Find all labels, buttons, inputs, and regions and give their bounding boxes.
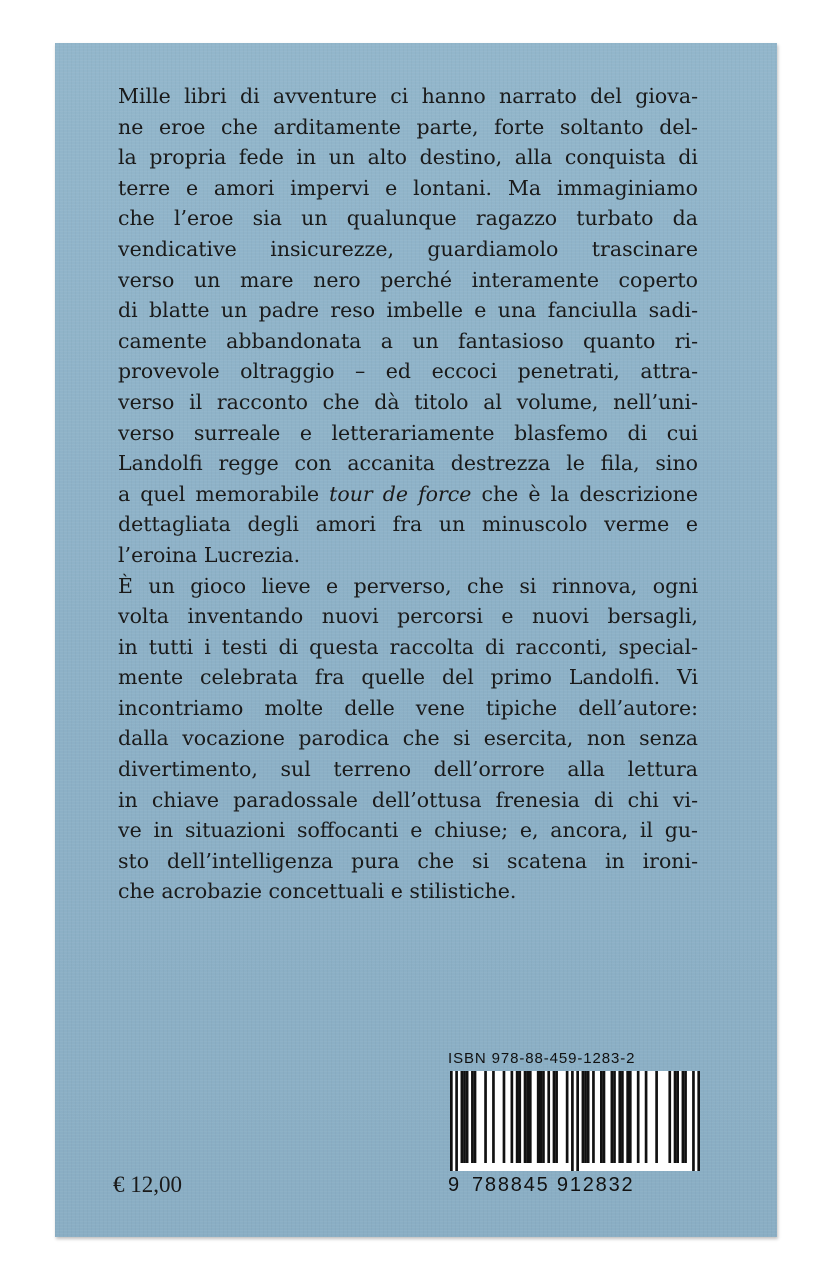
blurb-line: mente celebrata fra quelle del primo Landolfi. Vi <box>118 665 698 690</box>
barcode-bar <box>587 1071 590 1163</box>
barcode-bar <box>618 1071 621 1163</box>
blurb-line: incontriamo molte delle vene tipiche dell’autore: <box>118 695 698 720</box>
blurb-line: in chiave paradossale dell’ottusa frenesia di chi vi- <box>118 787 698 812</box>
blurb-line: provevole oltraggio – ed eccoci penetrati, attra- <box>118 359 698 384</box>
barcode-bar <box>539 1071 542 1163</box>
barcode-bar <box>576 1071 579 1171</box>
barcode-bar <box>484 1071 487 1163</box>
blurb-line: verso il racconto che dà titolo al volume, nell’uni- <box>118 389 698 414</box>
blurb-text <box>118 81 698 907</box>
barcode-bar <box>603 1071 606 1163</box>
barcode-bar <box>450 1071 453 1171</box>
barcode-bar <box>611 1071 614 1163</box>
barcode-bar <box>668 1071 671 1163</box>
barcode-background <box>450 1071 700 1171</box>
blurb-line: sto dell’intelligenza pura che si scatena in ironi- <box>118 848 698 873</box>
price-label: € 12,00 <box>113 1172 182 1197</box>
barcode-bar <box>461 1071 464 1163</box>
barcode-bar <box>626 1071 629 1163</box>
blurb-line-with-italic <box>118 479 698 510</box>
barcode-bar <box>637 1071 640 1163</box>
barcode-bar <box>584 1071 587 1163</box>
barcode <box>450 1071 700 1171</box>
barcode-bar <box>547 1071 550 1163</box>
barcode-bar <box>697 1071 700 1171</box>
blurb-line: verso un mare nero perché interamente coperto <box>118 267 698 292</box>
barcode-bar <box>692 1071 695 1171</box>
blurb-line: verso surreale e letterariamente blasfemo di cui <box>118 420 698 445</box>
blurb-line: di blatte un padre reso imbelle e una fanciulla sadi- <box>118 298 698 323</box>
blurb-line: Landolfi regge con accanita destrezza le fila, sino <box>118 451 698 476</box>
blurb-line: l’eroina Lucrezia. <box>118 542 301 567</box>
barcode-number: 788845 912832 <box>472 1174 635 1196</box>
barcode-bar <box>676 1071 679 1163</box>
blurb-line: ve in situazioni soffocanti e chiuse; e, ancora, il gu- <box>118 818 698 843</box>
blurb-line: terre e amori impervi e lontani. Ma immaginiamo <box>118 175 698 200</box>
barcode-bar <box>474 1071 477 1163</box>
barcode-bar <box>684 1071 687 1163</box>
barcode-bar <box>682 1071 685 1163</box>
barcode-bar <box>526 1071 529 1163</box>
barcode-bar <box>542 1071 545 1163</box>
blurb-line: dettagliata degli amori fra un minuscolo verme e <box>118 512 698 537</box>
blurb-text-segment: che è la descrizione <box>471 481 698 506</box>
blurb-line: Mille libri di avventure ci hanno narrato del giova- <box>118 84 698 108</box>
barcode-bar <box>553 1071 556 1163</box>
italic-title-phrase: tour de force <box>329 481 472 506</box>
barcode-bar <box>537 1071 540 1163</box>
isbn-label: ISBN 978-88-459-1283-2 <box>448 1050 636 1067</box>
barcode-bar <box>571 1071 574 1171</box>
barcode-bar <box>592 1071 595 1163</box>
blurb-line: camente abbandonata a un fantasioso quanto ri- <box>118 328 698 353</box>
barcode-bar <box>466 1071 469 1163</box>
blurb-text-segment: a quel memorabile <box>118 481 330 506</box>
blurb-line: vendicative insicurezze, guardiamolo trascinare <box>118 236 698 261</box>
barcode-bar <box>471 1071 474 1163</box>
blurb-line: che l’eroe sia un qualunque ragazzo turbato da <box>118 206 698 231</box>
blurb-line: la propria fede in un alto destino, alla conquista di <box>118 145 698 170</box>
barcode-bar <box>621 1071 624 1163</box>
barcode-bar <box>511 1071 514 1163</box>
barcode-bar <box>600 1071 603 1163</box>
barcode-bar <box>645 1071 648 1163</box>
book-back-cover <box>55 43 777 1237</box>
blurb-line: ne eroe che arditamente parte, forte soltanto del- <box>118 114 698 139</box>
barcode-bar <box>518 1071 521 1163</box>
barcode-bar <box>492 1071 495 1163</box>
barcode-bar <box>516 1071 519 1163</box>
barcode-bar <box>655 1071 658 1163</box>
blurb-line: in tutti i testi di questa raccolta di racconti, special- <box>118 634 698 659</box>
barcode-bar <box>613 1071 616 1163</box>
barcode-bar <box>463 1071 466 1163</box>
barcode-first-digit: 9 <box>448 1174 460 1196</box>
barcode-digits <box>448 1174 700 1196</box>
blurb-line: dalla vocazione parodica che si esercita, non senza <box>118 726 698 751</box>
barcode-bar <box>503 1071 506 1163</box>
barcode-bar <box>566 1071 569 1163</box>
barcode-bar <box>674 1071 677 1163</box>
blurb-line: È un gioco lieve e perverso, che si rinnova, ogni <box>118 573 698 598</box>
barcode-bar <box>555 1071 558 1163</box>
barcode-bar <box>455 1071 458 1171</box>
blurb-line: divertimento, sul terreno dell’orrore alla lettura <box>118 757 698 782</box>
barcode-bar <box>529 1071 532 1163</box>
barcode-bar <box>524 1071 527 1163</box>
blurb-line: che acrobazie concettuali e stilistiche. <box>118 879 517 904</box>
blurb-line: volta inventando nuovi percorsi e nuovi bersagli, <box>118 604 698 629</box>
barcode-bar <box>629 1071 632 1163</box>
barcode-bar <box>582 1071 585 1163</box>
